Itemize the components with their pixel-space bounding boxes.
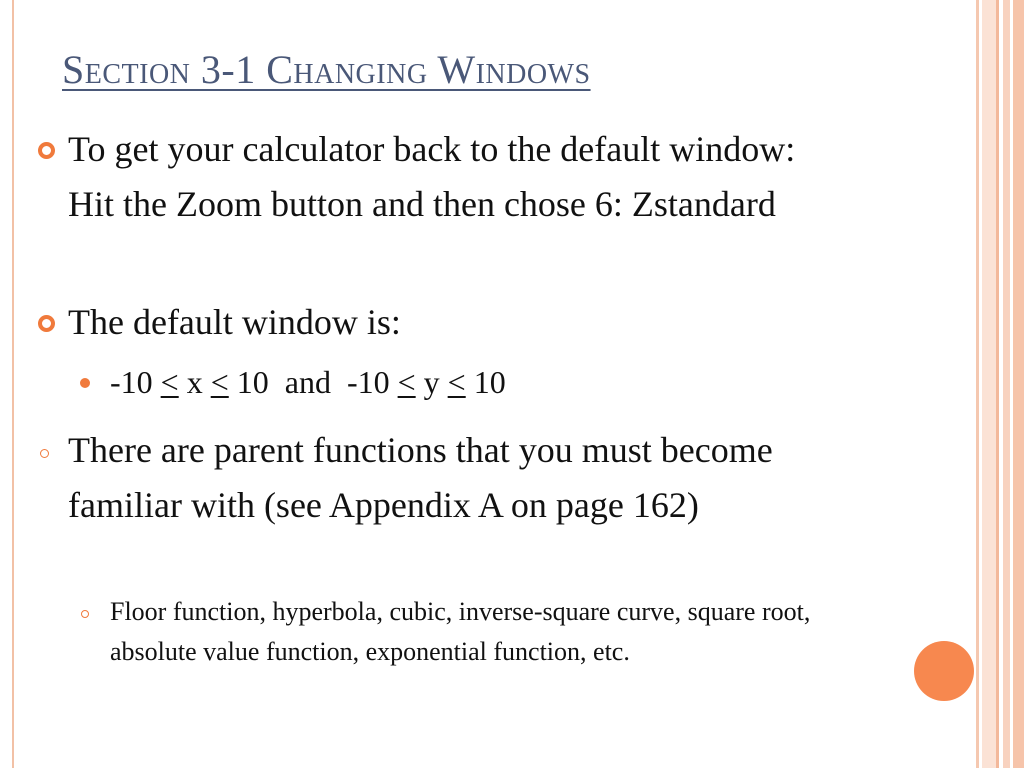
bullet-text: There are parent functions that you must become familiar with (see Appendix A on page 162) (68, 430, 773, 525)
sub-bullet-item (76, 592, 876, 672)
sub-bullet-text-container (76, 592, 876, 672)
stripe (976, 0, 979, 768)
dot-bullet-icon (80, 378, 90, 388)
sub-bullet-text: Floor function, hyperbola, cubic, inverse-square curve, square root, absolute value function, exponential function, etc. (110, 597, 811, 666)
bullet-text-container (20, 295, 820, 350)
sub-bullet-item (76, 360, 776, 404)
less-equal-symbol: < (210, 364, 229, 400)
tiny-ring-bullet-icon (81, 610, 89, 618)
inequality-text: 10 (465, 364, 506, 400)
sub-bullet-text-container (76, 360, 776, 404)
bullet-item (20, 122, 820, 232)
less-equal-symbol: < (160, 364, 179, 400)
stripe (996, 0, 999, 768)
left-border-line (12, 0, 14, 768)
bullet-item (20, 295, 820, 350)
decorative-circle (914, 641, 974, 701)
less-equal-symbol: < (397, 364, 416, 400)
inequality-text: -10 (110, 364, 161, 400)
stripe (982, 0, 996, 768)
inequality-text: 10 and -10 (228, 364, 398, 400)
stripe (1013, 0, 1024, 768)
ring-bullet-icon (38, 142, 55, 159)
bullet-text: The default window is: (68, 302, 401, 342)
less-equal-symbol: < (447, 364, 466, 400)
bullet-item (20, 423, 820, 533)
bullet-text-container (20, 423, 820, 533)
inequality-text: x (178, 364, 211, 400)
bullet-text: To get your calculator back to the default window: Hit the Zoom button and then chose 6: Zstandard (68, 129, 796, 224)
slide-title: Section 3-1 Changing Windows (62, 47, 591, 92)
right-decorative-stripes (976, 0, 1024, 768)
small-ring-bullet-icon (40, 449, 49, 458)
stripe (1003, 0, 1010, 768)
ring-bullet-icon (38, 315, 55, 332)
bullet-text-container (20, 122, 820, 232)
inequality-text: y (415, 364, 448, 400)
